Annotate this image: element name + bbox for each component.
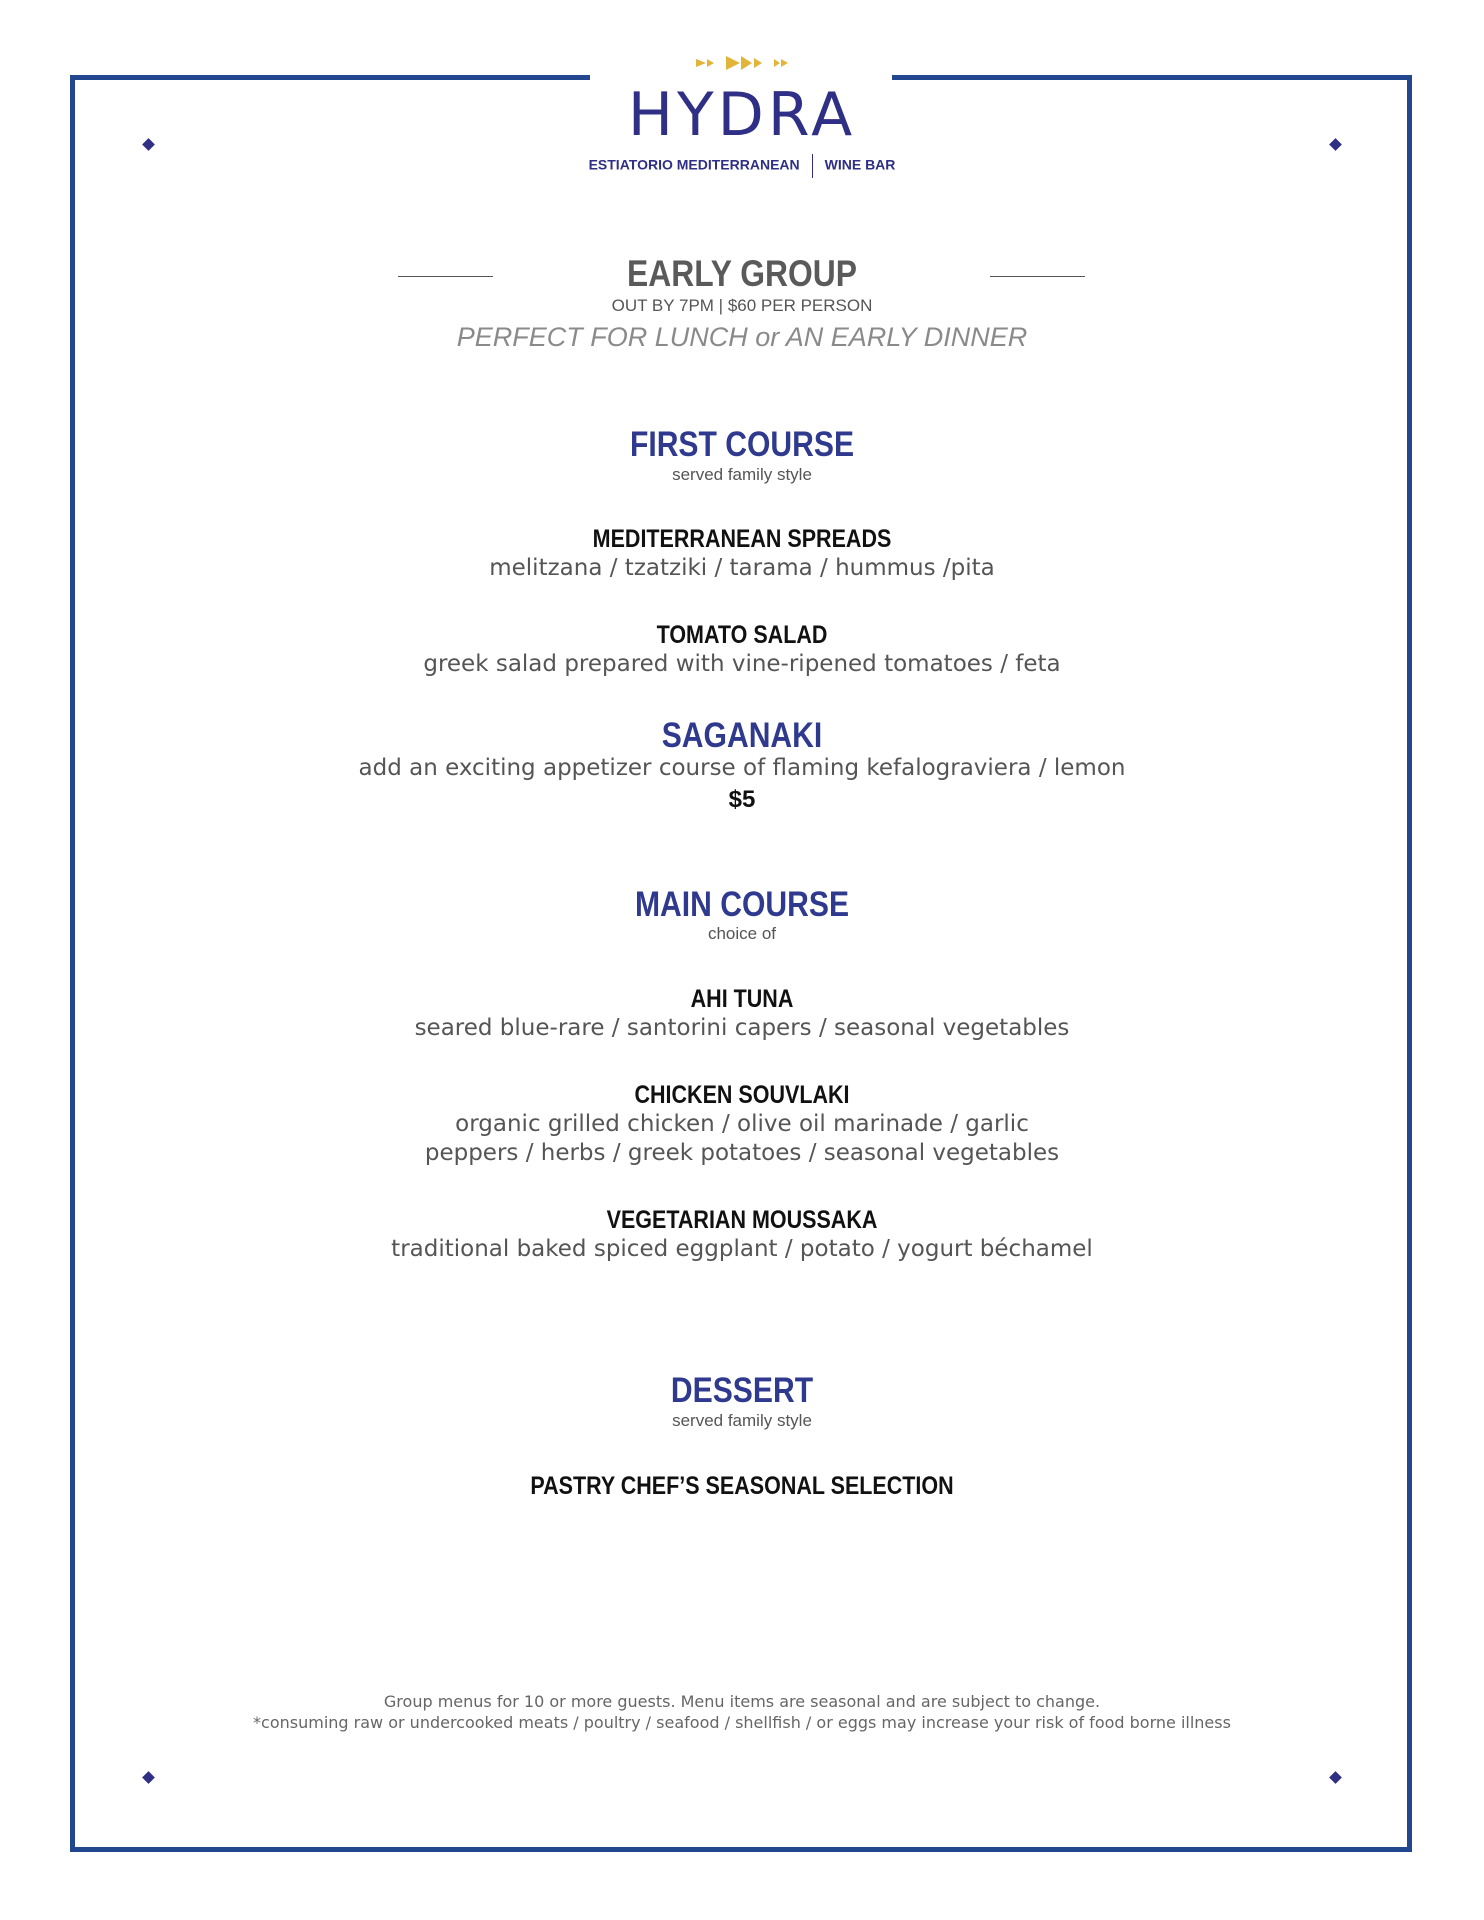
saganaki-heading: SAGANAKI: [661, 716, 823, 755]
logo-ornament-icon: [0, 52, 1484, 74]
dessert-heading: DESSERT: [670, 1371, 814, 1410]
menu-tagline: PERFECT FOR LUNCH or AN EARLY DINNER: [456, 322, 1028, 352]
saganaki-price: $5: [728, 786, 756, 813]
menu-item-name: VEGETARIAN MOUSSAKA: [606, 1206, 878, 1234]
menu-item-description: greek salad prepared with vine-ripened tomatoes / feta: [423, 651, 1061, 677]
first-course-heading: FIRST COURSE: [629, 425, 855, 464]
menu-item-name: MEDITERRANEAN SPREADS: [592, 525, 892, 553]
menu-item-name: TOMATO SALAD: [656, 621, 828, 649]
menu-title: EARLY GROUP: [627, 253, 857, 294]
first-course-note: served family style: [672, 465, 812, 484]
brand-subtitle-left: ESTIATORIO MEDITERRANEAN: [588, 156, 800, 173]
brand-subtitle: [0, 154, 1484, 178]
footer-note: Group menus for 10 or more guests. Menu items are seasonal and are subject to change.: [383, 1692, 1101, 1711]
main-course-note: choice of: [707, 924, 777, 943]
menu-item-description: peppers / herbs / greek potatoes / seasonal vegetables: [424, 1140, 1060, 1166]
menu-item-name: AHI TUNA: [690, 985, 794, 1013]
brand-logo-wordmark: HYDRA: [627, 80, 857, 150]
menu-item-description: traditional baked spiced eggplant / potato / yogurt béchamel: [391, 1236, 1093, 1262]
menu-item-name: CHICKEN SOUVLAKI: [634, 1081, 850, 1109]
menu-item-description: melitzana / tzatziki / tarama / hummus /pita: [489, 555, 995, 581]
main-course-heading: MAIN COURSE: [634, 885, 850, 924]
menu-item-description: seared blue-rare / santorini capers / seasonal vegetables: [414, 1015, 1070, 1041]
menu-item-description: organic grilled chicken / olive oil marinade / garlic: [455, 1111, 1029, 1137]
brand-subtitle-divider: [812, 154, 813, 178]
brand-subtitle-right: WINE BAR: [824, 156, 896, 173]
footer-disclaimer: *consuming raw or undercooked meats / poultry / seafood / shellfish / or eggs may increase your risk of food borne illness: [253, 1713, 1231, 1732]
dessert-note: served family style: [672, 1411, 812, 1430]
dessert-item-name: PASTRY CHEF’S SEASONAL SELECTION: [530, 1472, 954, 1500]
saganaki-description: add an exciting appetizer course of flaming kefalograviera / lemon: [358, 755, 1126, 781]
menu-details: OUT BY 7PM | $60 PER PERSON: [611, 296, 873, 315]
